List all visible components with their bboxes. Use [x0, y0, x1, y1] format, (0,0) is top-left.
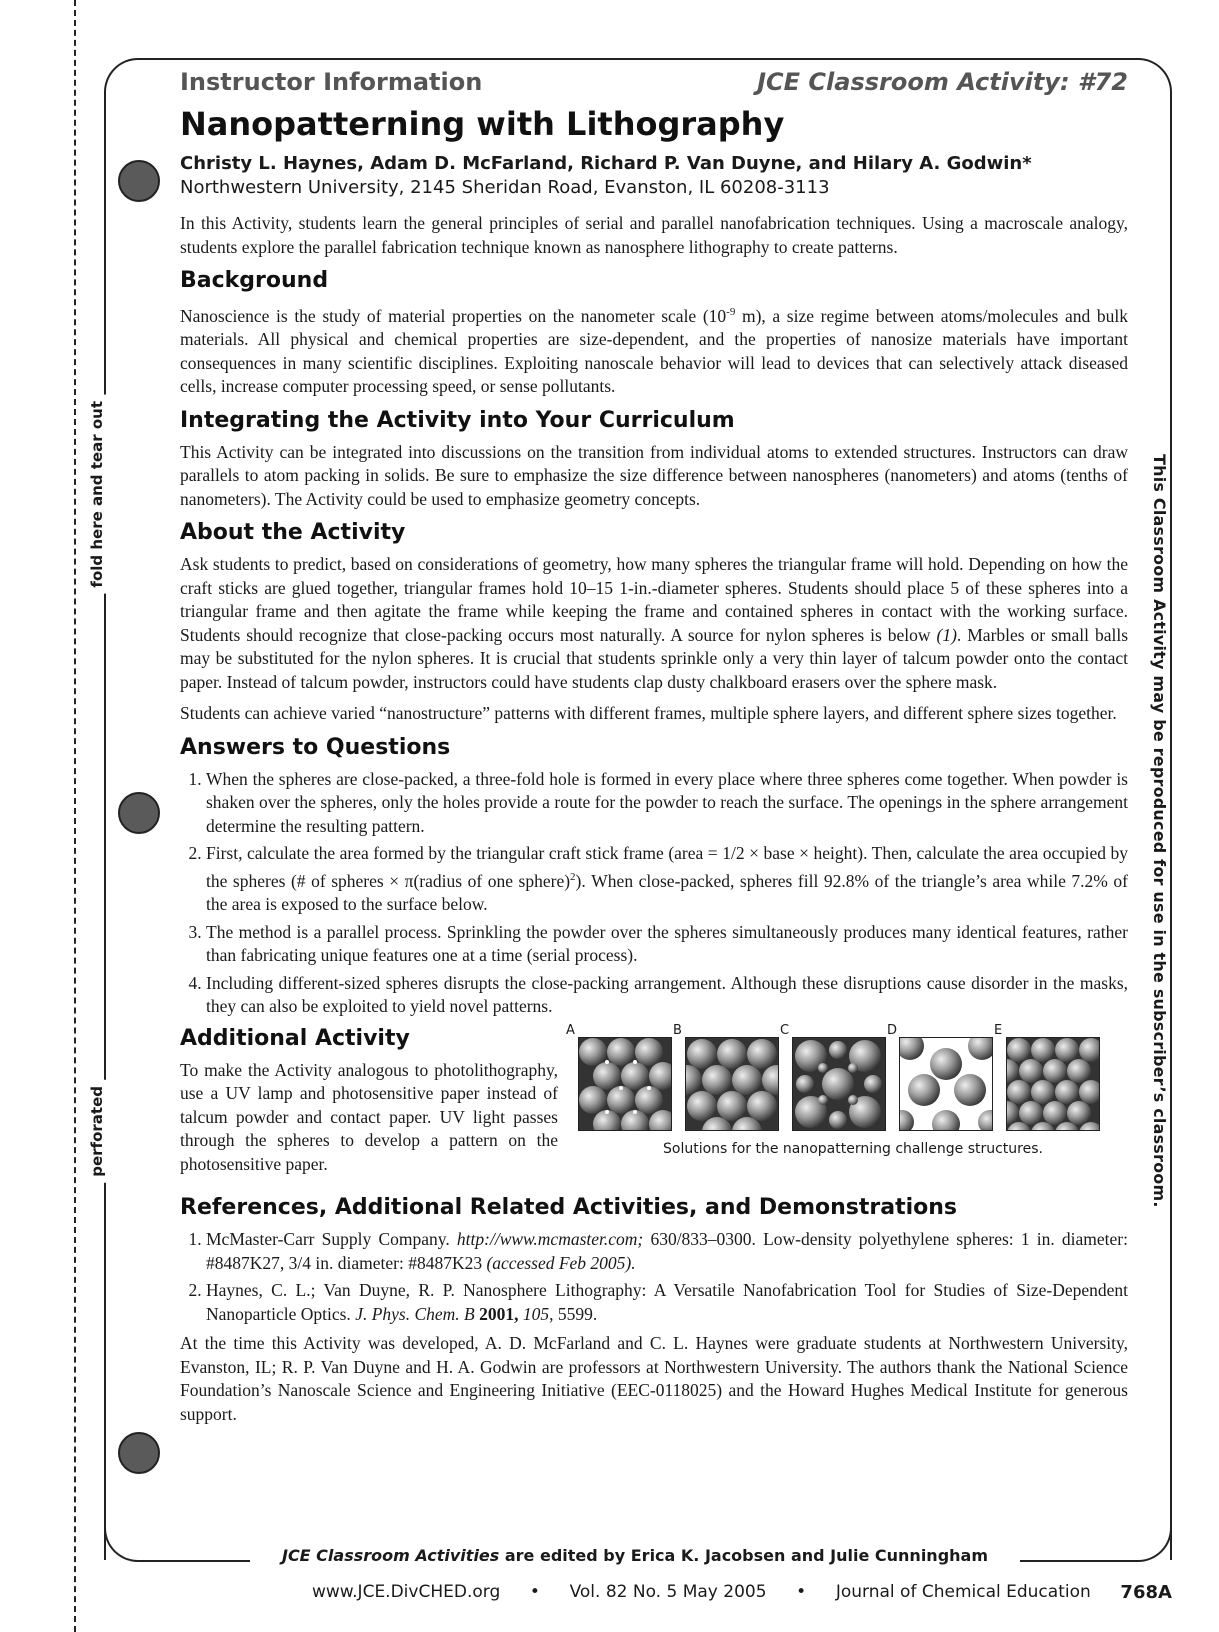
list-item: 1. McMaster-Carr Supply Company. http://www.mcmaster.com; 630/833–0300. Low-density polyethylene spheres: 1 in. diameter: #8487K27, 3/4 in. diameter: #8487K23 (accessed Feb 2005). [206, 1228, 1128, 1275]
about-heading: About the Activity [180, 520, 406, 546]
list-item: 2. First, calculate the area formed by the triangular craft stick frame (area = 1/2 × base × height). Then, calculate the area occupied by the spheres (# of spheres × π(radius of one sphere)$^2$). When close-packed, spheres fill 92.8% of the triangle’s area while 7.2% of the area is exposed to the surface below. [206, 842, 1128, 916]
panel-label: A [566, 1022, 575, 1038]
background-heading: Background [180, 268, 329, 293]
page-footer [312, 1582, 1172, 1603]
about-paragraph-1: Ask students to predict, based on considerations of geometry, how many spheres the triangular frame will hold. Depending on how the craft sticks are glued together, triangular frames hold 10–15 1-in.-diameter spheres. Students should place 5 of these spheres into a triangular frame and then agitate the frame while keeping the frame and contained spheres in contact with the working surface. Students should recognize that close-packing occurs most naturally. A source for nylon spheres is below (1). Marbles or small balls may be substituted for the nylon spheres. It is crucial that students sprinkle only a very thin layer of talcum powder onto the contact paper. Instead of talcum powder, instructors could have students clap dusty chalkboard erasers over the sphere mask. [180, 554, 1129, 692]
journal-url: www.JCE.DivCHED.org [312, 1582, 501, 1602]
page-number: 768A [1120, 1582, 1172, 1603]
references-list [180, 1228, 1128, 1326]
additional-heading: Additional Activity [180, 1025, 410, 1051]
panel-label: E [994, 1022, 1003, 1038]
acknowledgement-paragraph: At the time this Activity was developed, A. D. McFarland and C. L. Haynes were graduate students at Northwestern University, Evanston, IL; R. P. Van Duyne and H. A. Godwin are professors at Northwestern University. The authors thank the National Science Foundation’s Nanoscale Science and Engineering Initiative (EEC-0118025) and the Howard Hughes Medical Institute for generous support. [180, 1333, 1128, 1424]
journal-name: Journal of Chemical Education [835, 1582, 1091, 1602]
figure-panel-a [566, 1022, 672, 1131]
issue-info: Vol. 82 No. 5 May 2005 [569, 1582, 767, 1602]
figure-panel-b [673, 1022, 779, 1131]
punch-hole-bottom [118, 1432, 160, 1474]
editors-line: JCE Classroom Activities are edited by Erica K. Jacobsen and Julie Cunningham [250, 1540, 1020, 1572]
page-header [180, 64, 1128, 100]
integrating-heading: Integrating the Activity into Your Curriculum [180, 407, 735, 433]
panel-label: C [780, 1022, 790, 1038]
panel-label: D [887, 1022, 898, 1038]
figure-panel-c [780, 1022, 886, 1131]
figure-panel-e [994, 1022, 1100, 1131]
sphere-figure [566, 1022, 1128, 1185]
list-item: 2. Haynes, C. L.; Van Duyne, R. P. Nanosphere Lithography: A Versatile Nanofabrication Tool for Studies of Size-Dependent Nanoparticle Optics. J. Phys. Chem. B 2001, 105, 5599. [206, 1279, 1128, 1326]
header-left: Instructor Information [180, 68, 483, 96]
fold-instruction: fold here and tear out [88, 395, 106, 594]
page-title: Nanopatterning with Lithography [180, 105, 785, 143]
authors: Christy L. Haynes, Adam D. McFarland, Richard P. Van Duyne, and Hilary A. Godwin* [180, 153, 1032, 174]
references-heading: References, Additional Related Activities, and Demonstrations [180, 1195, 958, 1221]
sphere-pattern-e [1006, 1037, 1100, 1131]
punch-hole-middle [118, 792, 160, 834]
additional-paragraph: To make the Activity analogous to photolithography, use a UV lamp and photosensitive paper instead of talcum powder and contact paper. UV light passes through the spheres to develop a pattern on the photosensitive paper. [180, 1059, 558, 1174]
figure-panel-d [887, 1022, 993, 1131]
list-item: 1. When the spheres are close-packed, a three-fold hole is formed in every place where three spheres come together. When powder is shaken over the spheres, only the holes provide a route for the powder to reach the surface. The openings in the sphere arrangement determine the resulting pattern. [206, 768, 1128, 839]
sphere-pattern-b [685, 1037, 779, 1131]
list-item: 3. The method is a parallel process. Sprinkling the powder over the spheres simultaneously produces many identical features, rather than fabricating unique features one at a time (serial process). [206, 921, 1128, 968]
affiliation: Northwestern University, 2145 Sheridan Road, Evanston, IL 60208-3113 [180, 177, 830, 198]
list-item: 4. Including different-sized spheres disrupts the close-packing arrangement. Although these disruptions cause disorder in the masks, they can also be exploited to yield novel patterns. [206, 972, 1128, 1019]
answers-list [180, 768, 1128, 1019]
reproduction-notice: This Classroom Activity may be reproduced for use in the subscriber’s classroom. [1150, 448, 1169, 1214]
figure-caption: Solutions for the nanopatterning challenge structures. [663, 1140, 1043, 1157]
answers-heading: Answers to Questions [180, 734, 451, 760]
sphere-pattern-d [899, 1037, 993, 1131]
sphere-pattern-c [792, 1037, 886, 1131]
perforation-line [74, 0, 76, 1632]
integrating-paragraph: This Activity can be integrated into discussions on the transition from individual atoms to extended structures. Instructors can draw parallels to atom packing in solids. Be sure to emphasize the size difference between nanospheres (nanometers) and atoms (tenths of nanometers). The Activity could be used to emphasize geometry concepts. [180, 441, 1128, 509]
punch-hole-top [118, 160, 160, 202]
perforated-label: perforated [88, 1080, 106, 1183]
bullet: • [529, 1582, 540, 1602]
header-right: JCE Classroom Activity: #72 [757, 68, 1128, 96]
bullet: • [796, 1582, 807, 1602]
intro-paragraph: In this Activity, students learn the general principles of serial and parallel nanofabrication techniques. Using a macroscale analogy, students explore the parallel fabrication technique known as nanosphere lithography to create patterns. [180, 213, 1128, 257]
main-content [180, 64, 1128, 1434]
panel-label: B [673, 1022, 682, 1038]
about-paragraph-2: Students can achieve varied “nanostructure” patterns with different frames, multiple sphere layers, and different sphere sizes together. [180, 703, 1117, 724]
background-paragraph: Nanoscience is the study of material properties on the nanometer scale ($10^{-9}$ m), a size regime between atoms/molecules and bulk materials. All physical and chemical properties are size-dependent, and the properties of nanosize materials have important consequences in many scientific disciplines. Exploiting nanoscale behavior will lead to devices that can selectively attack diseased cells, increase computer processing speed, or sense pollutants. [180, 305, 1128, 397]
sphere-pattern-a [578, 1037, 672, 1131]
